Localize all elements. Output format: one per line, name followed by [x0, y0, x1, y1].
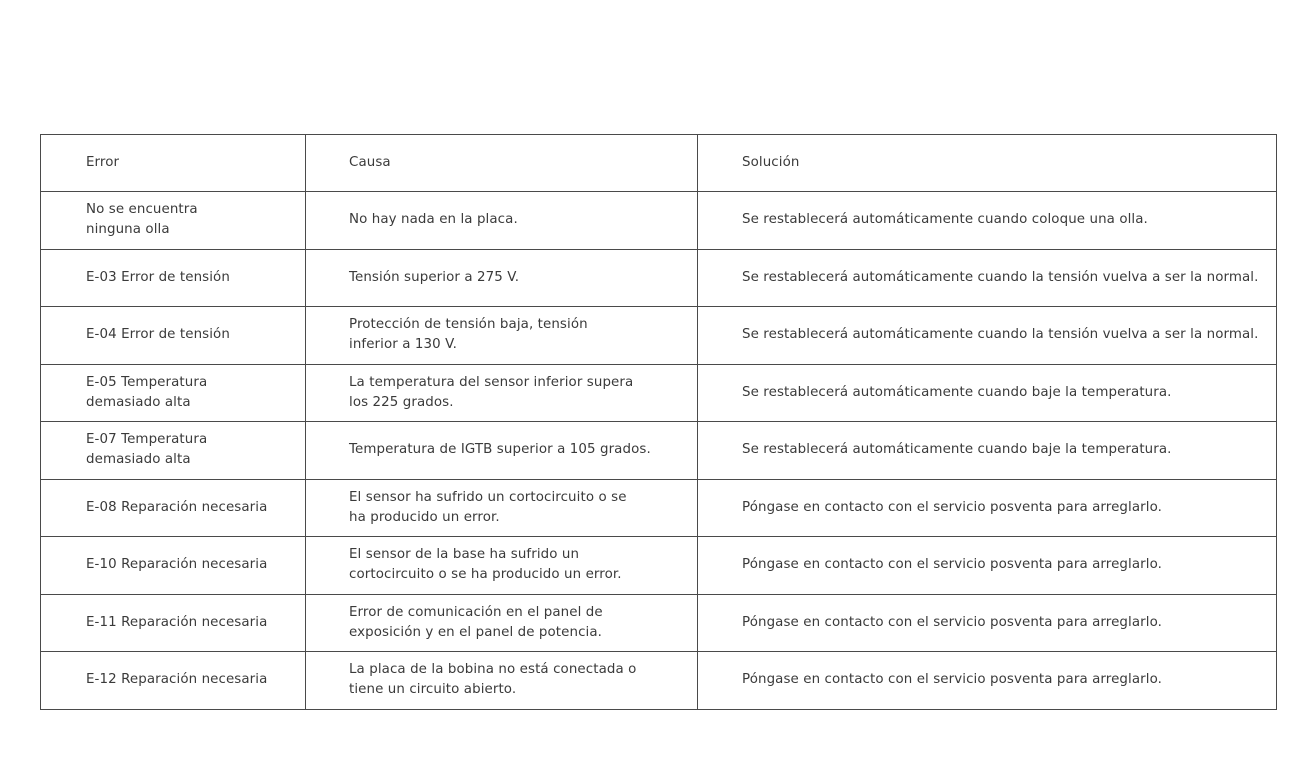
cause-cell [306, 249, 698, 307]
cause-text: Temperatura de IGTB superior a 105 grados. [349, 442, 651, 458]
table-row [41, 192, 1277, 250]
error-text: E-05 Temperatura demasiado alta [86, 374, 208, 410]
error-cell [41, 307, 306, 365]
solution-cell [698, 652, 1277, 710]
solution-text: Póngase en contacto con el servicio posventa para arreglarlo. [742, 557, 1162, 573]
error-text: E-03 Error de tensión [86, 269, 230, 285]
error-text: E-08 Reparación necesaria [86, 499, 268, 515]
error-cell [41, 537, 306, 595]
solution-cell [698, 307, 1277, 365]
error-cell [41, 594, 306, 652]
solution-text: Póngase en contacto con el servicio posventa para arreglarlo. [742, 499, 1162, 515]
table-row [41, 422, 1277, 480]
error-text: E-07 Temperatura demasiado alta [86, 432, 208, 468]
table-row [41, 307, 1277, 365]
error-text: E-12 Reparación necesaria [86, 672, 268, 688]
solution-text: Póngase en contacto con el servicio posventa para arreglarlo. [742, 672, 1162, 688]
solution-cell [698, 192, 1277, 250]
header-error: Error [41, 135, 306, 192]
solution-cell [698, 364, 1277, 422]
troubleshooting-table [40, 134, 1277, 710]
cause-text: Tensión superior a 275 V. [349, 269, 520, 285]
error-text: E-04 Error de tensión [86, 327, 230, 343]
cause-text: El sensor de la base ha sufrido un cortocircuito o se ha producido un error. [349, 547, 622, 583]
table-row [41, 537, 1277, 595]
table-row [41, 364, 1277, 422]
cause-text: El sensor ha sufrido un cortocircuito o se ha producido un error. [349, 489, 627, 525]
solution-text: Se restablecerá automáticamente cuando la tensión vuelva a ser la normal. [742, 269, 1259, 285]
header-solution: Solución [698, 135, 1277, 192]
cause-text: La temperatura del sensor inferior supera los 225 grados. [349, 374, 634, 410]
error-cell [41, 364, 306, 422]
solution-text: Se restablecerá automáticamente cuando baje la temperatura. [742, 442, 1172, 458]
cause-cell [306, 422, 698, 480]
solution-cell [698, 249, 1277, 307]
solution-cell [698, 537, 1277, 595]
solution-text: Se restablecerá automáticamente cuando baje la temperatura. [742, 384, 1172, 400]
header-cause: Causa [306, 135, 698, 192]
table-row [41, 594, 1277, 652]
solution-cell [698, 594, 1277, 652]
solution-text: Se restablecerá automáticamente cuando coloque una olla. [742, 212, 1148, 228]
cause-text: Protección de tensión baja, tensión inferior a 130 V. [349, 317, 588, 353]
cause-text: No hay nada en la placa. [349, 212, 518, 228]
table-row [41, 479, 1277, 537]
error-text: E-11 Reparación necesaria [86, 614, 268, 630]
cause-cell [306, 479, 698, 537]
table-row [41, 249, 1277, 307]
solution-cell [698, 422, 1277, 480]
error-text: E-10 Reparación necesaria [86, 557, 268, 573]
solution-text: Póngase en contacto con el servicio posventa para arreglarlo. [742, 614, 1162, 630]
error-text: No se encuentra ninguna olla [86, 202, 198, 238]
cause-text: Error de comunicación en el panel de exposición y en el panel de potencia. [349, 604, 603, 640]
cause-cell [306, 307, 698, 365]
cause-cell [306, 192, 698, 250]
error-cell [41, 422, 306, 480]
solution-text: Se restablecerá automáticamente cuando la tensión vuelva a ser la normal. [742, 327, 1259, 343]
cause-cell [306, 652, 698, 710]
cause-cell [306, 364, 698, 422]
cause-text: La placa de la bobina no está conectada o tiene un circuito abierto. [349, 662, 637, 698]
cause-cell [306, 594, 698, 652]
cause-cell [306, 537, 698, 595]
error-cell [41, 479, 306, 537]
solution-cell [698, 479, 1277, 537]
table-row [41, 652, 1277, 710]
error-cell [41, 249, 306, 307]
error-cell [41, 192, 306, 250]
table-header-row [41, 135, 1277, 192]
error-cell [41, 652, 306, 710]
